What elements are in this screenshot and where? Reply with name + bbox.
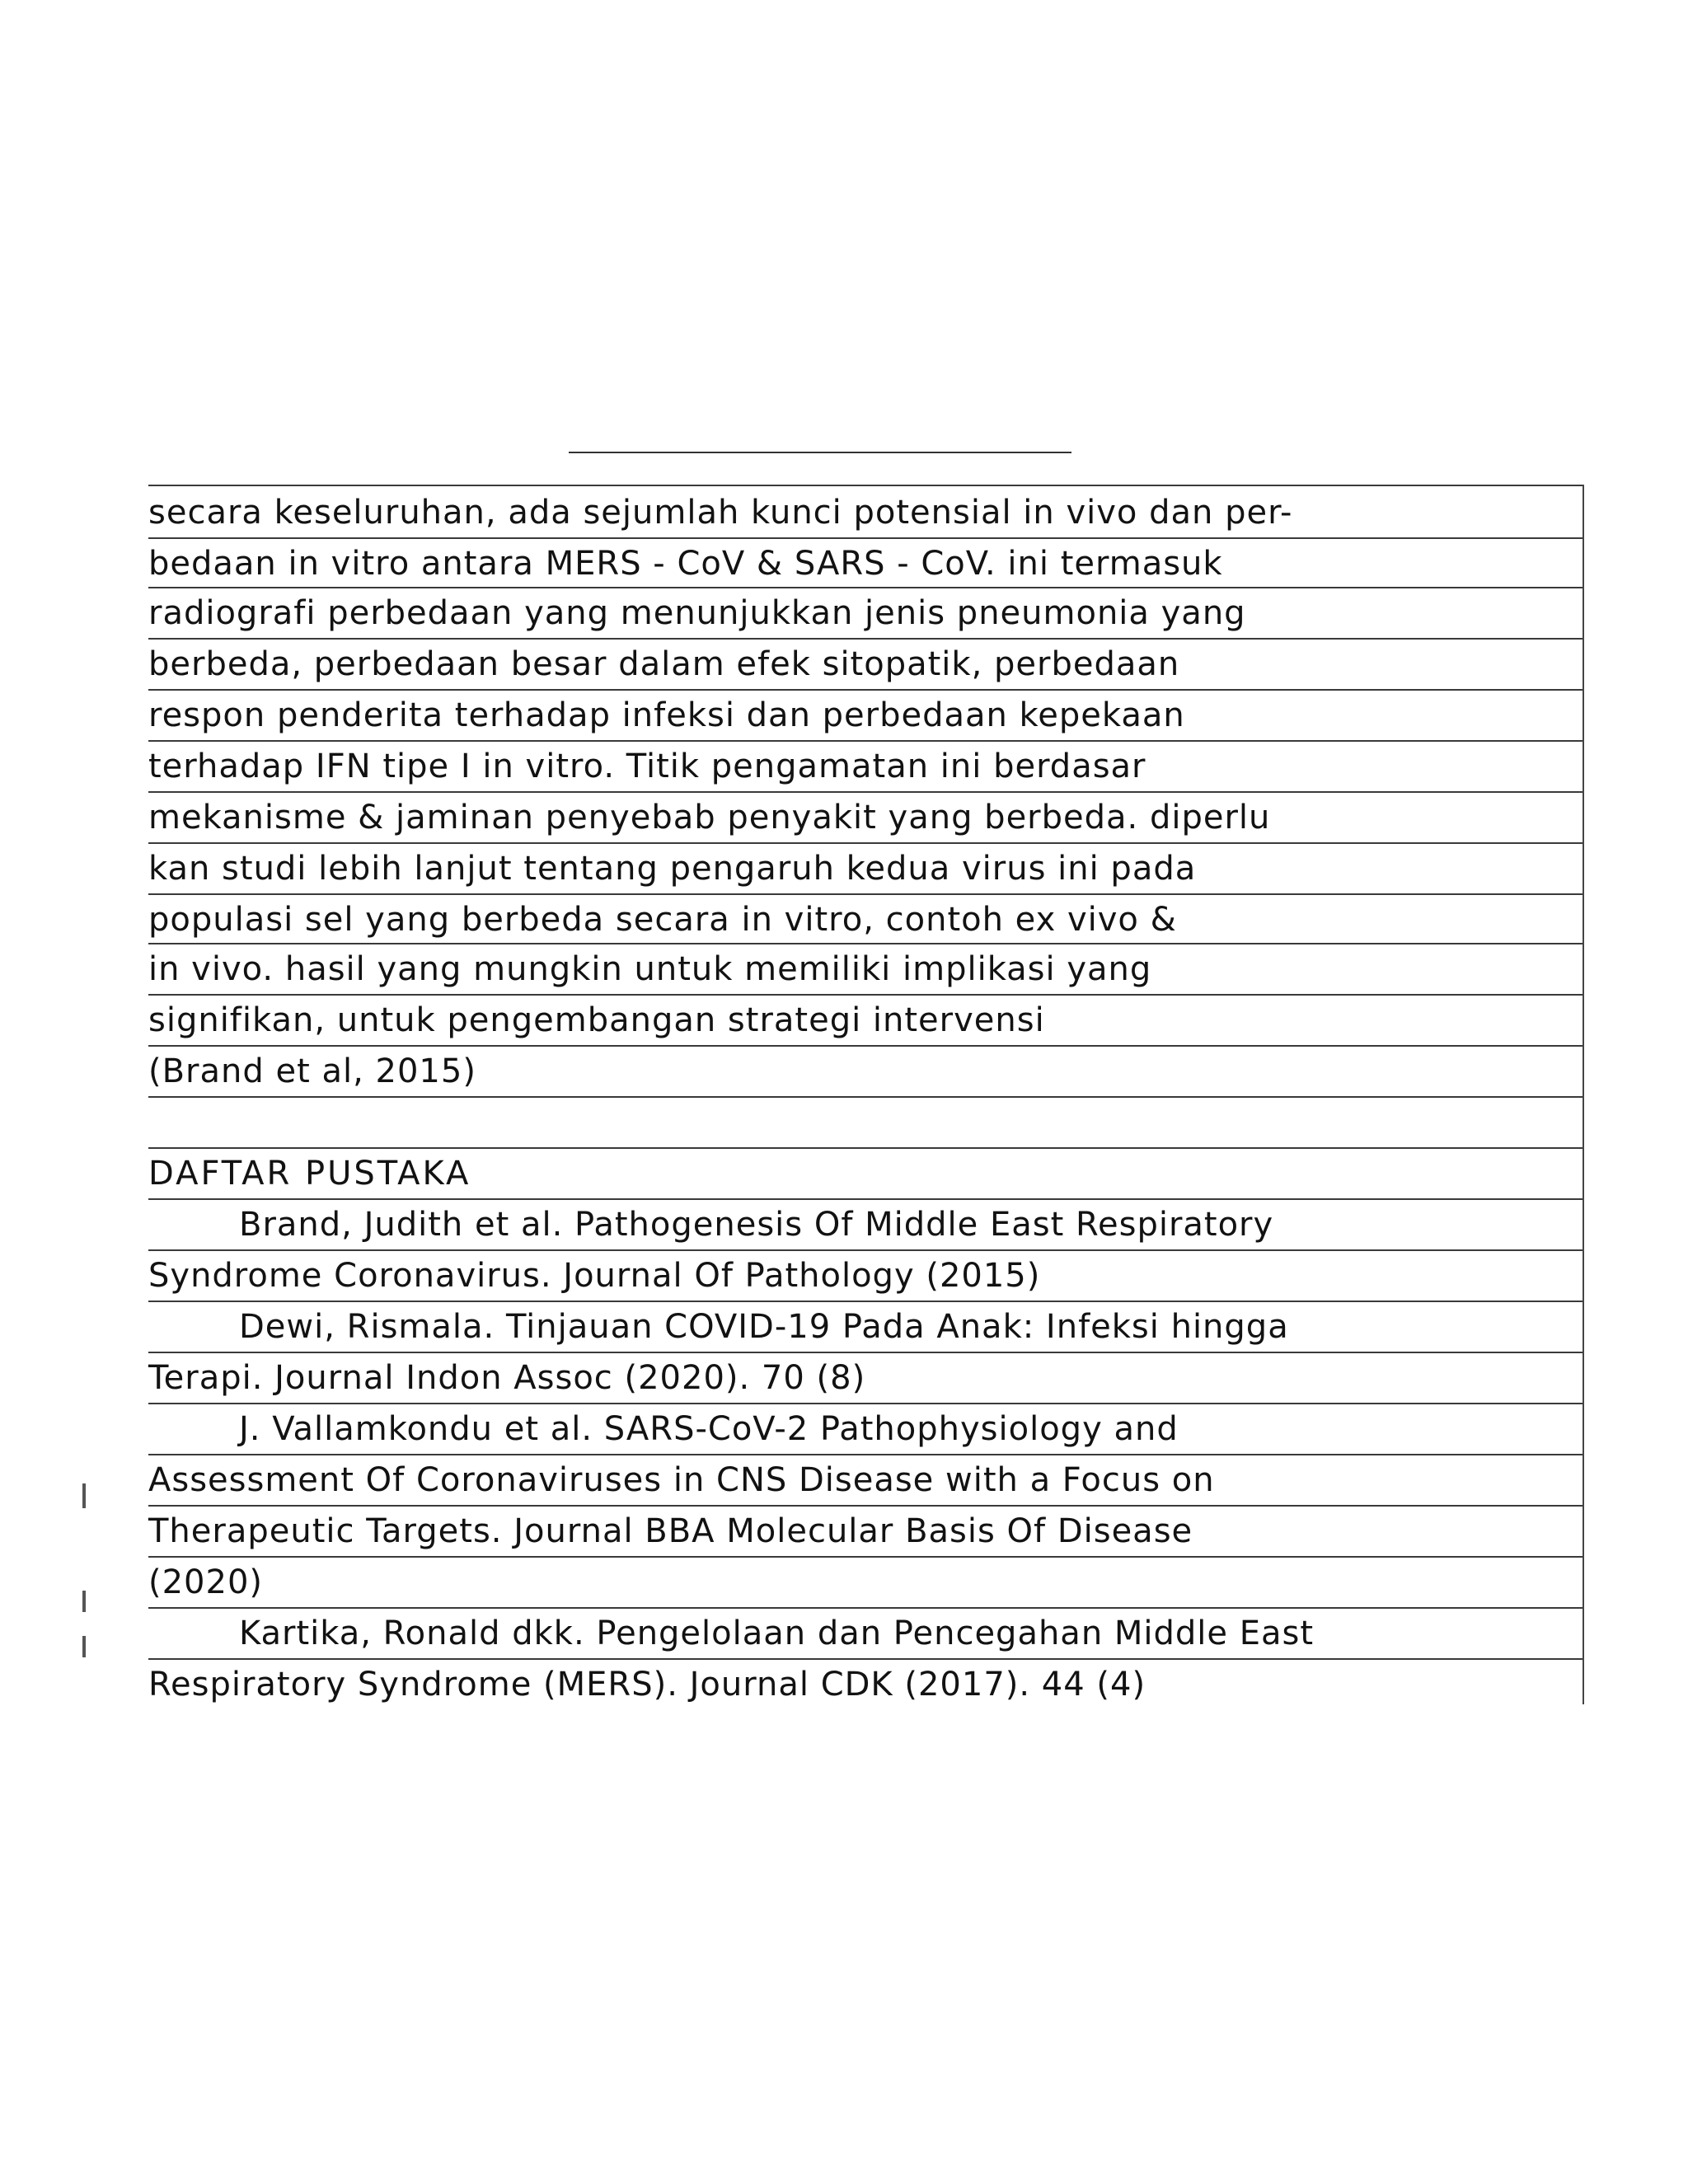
- header-rule: [569, 452, 1071, 453]
- paragraph-line: in vivo. hasil yang mungkin untuk memiliki implikasi yang: [148, 950, 1152, 988]
- ruled-line: [148, 485, 1582, 486]
- paragraph-line: respon penderita terhadap infeksi dan perbedaan kepekaan: [148, 696, 1185, 734]
- reference-line: Respiratory Syndrome (MERS). Journal CDK (2017). 44 (4): [148, 1666, 1146, 1704]
- paragraph-line: mekanisme & jaminan penyebab penyakit yang berbeda. diperlu: [148, 799, 1271, 837]
- reference-line: Assessment Of Coronaviruses in CNS Disease with a Focus on: [148, 1461, 1215, 1499]
- paragraph-line: radiografi perbedaan yang menunjukkan jenis pneumonia yang: [148, 594, 1246, 632]
- reference-line: (2020): [148, 1563, 264, 1601]
- references-heading: DAFTAR PUSTAKA: [148, 1155, 471, 1193]
- margin-mark: [82, 1483, 86, 1508]
- paragraph-citation: (Brand et al, 2015): [148, 1052, 476, 1090]
- reference-line: Syndrome Coronavirus. Journal Of Pathology (2015): [148, 1257, 1041, 1295]
- margin-mark: [82, 1636, 86, 1657]
- paragraph-line: secara keseluruhan, ada sejumlah kunci potensial in vivo dan per-: [148, 494, 1293, 532]
- paragraph-line: bedaan in vitro antara MERS - CoV & SARS - CoV. ini termasuk: [148, 545, 1223, 583]
- paragraph-line: populasi sel yang berbeda secara in vitro, contoh ex vivo &: [148, 901, 1177, 939]
- reference-line: J. Vallamkondu et al. SARS-CoV-2 Pathophysiology and: [239, 1410, 1179, 1448]
- reference-line: Terapi. Journal Indon Assoc (2020). 70 (8): [148, 1359, 866, 1397]
- paragraph-line: terhadap IFN tipe I in vitro. Titik pengamatan ini berdasar: [148, 748, 1146, 785]
- reference-line: Therapeutic Targets. Journal BBA Molecular Basis Of Disease: [148, 1512, 1193, 1550]
- paragraph-line: berbeda, perbedaan besar dalam efek sitopatik, perbedaan: [148, 645, 1180, 683]
- ruled-line: [148, 1096, 1582, 1098]
- reference-line: Dewi, Rismala. Tinjauan COVID-19 Pada Anak: Infeksi hingga: [239, 1308, 1289, 1346]
- reference-line: Brand, Judith et al. Pathogenesis Of Middle East Respiratory: [239, 1206, 1274, 1244]
- reference-line: Kartika, Ronald dkk. Pengelolaan dan Pencegahan Middle East: [239, 1615, 1315, 1652]
- margin-mark: [82, 1591, 86, 1612]
- ruled-writing-area: [148, 485, 1584, 1704]
- paragraph-line: signifikan, untuk pengembangan strategi intervensi: [148, 1001, 1045, 1039]
- paragraph-line: kan studi lebih lanjut tentang pengaruh kedua virus ini pada: [148, 850, 1197, 888]
